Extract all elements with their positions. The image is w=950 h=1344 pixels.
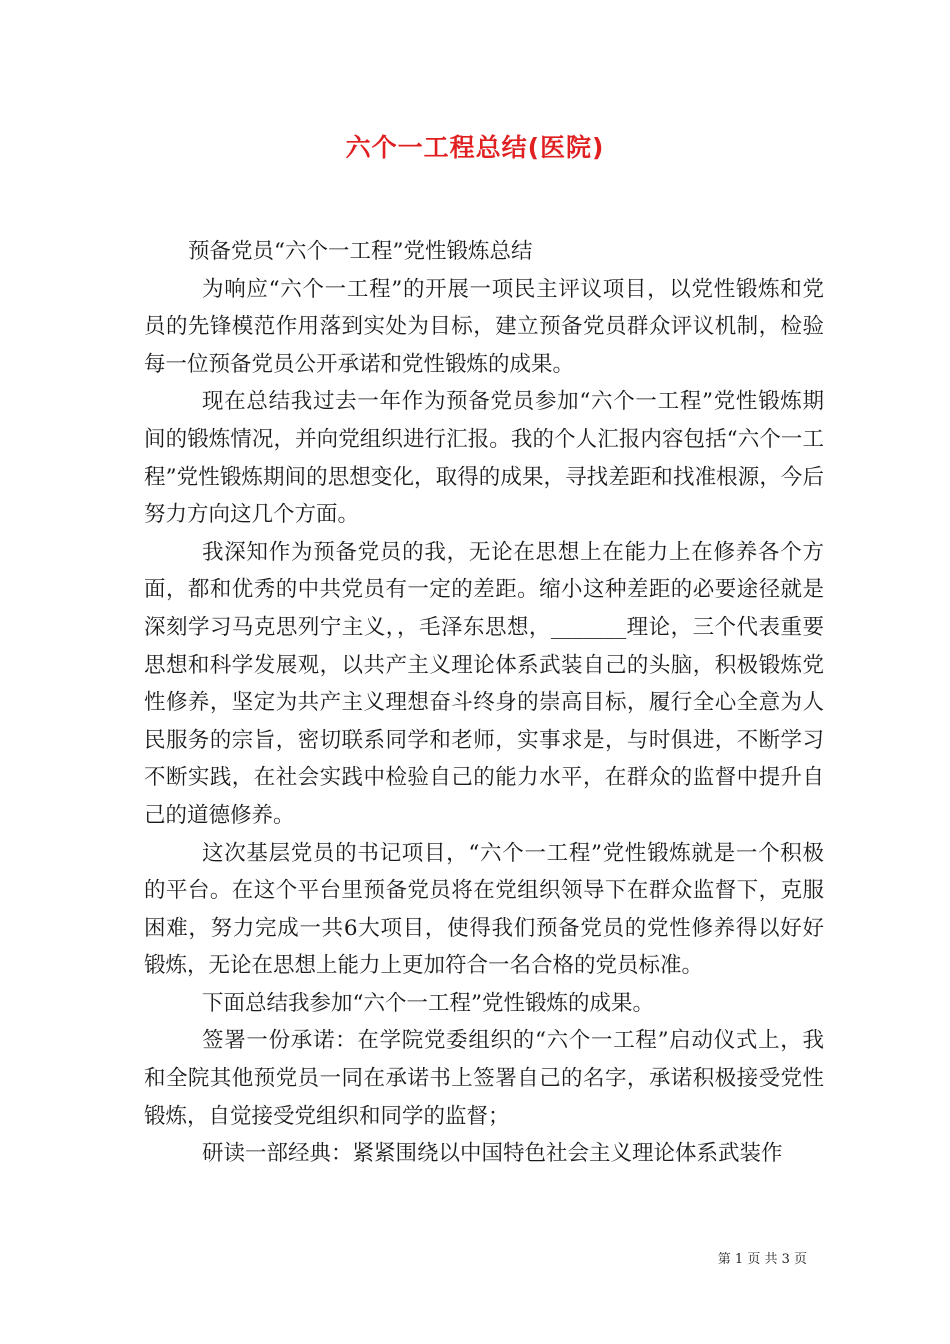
page-number-footer: 第 1 页 共 3 页 xyxy=(717,1252,807,1267)
document-title: 六个一工程总结(医院) xyxy=(345,133,605,162)
document-body xyxy=(144,233,824,1173)
paragraph-6: 签署一份承诺：在学院党委组织的“六个一工程”启动仪式上，我和全院其他预党员一同在承诺书上签署自己的名字，承诺积极接受党性锻炼，自觉接受党组织和同学的监督； xyxy=(144,1028,824,1129)
document-subtitle: 预备党员“六个一工程”党性锻炼总结 xyxy=(188,239,533,264)
paragraph-2: 现在总结我过去一年作为预备党员参加“六个一工程”党性锻炼期间的锻炼情况，并向党组织进行汇报。我的个人汇报内容包括“六个一工程”党性锻炼期间的思想变化，取得的成果，寻找差距和找准根源，今后努力方向这几个方面。 xyxy=(144,389,824,528)
paragraph-4: 这次基层党员的书记项目，“六个一工程”党性锻炼就是一个积极的平台。在这个平台里预备党员将在党组织领导下在群众监督下，克服困难，努力完成一共6大项目，使得我们预备党员的党性修养得以好好锻炼，无论在思想上能力上更加符合一名合格的党员标准。 xyxy=(144,840,824,979)
paragraph-7: 研读一部经典：紧紧围绕以中国特色社会主义理论体系武装作 xyxy=(202,1141,783,1167)
paragraph-1: 为响应“六个一工程”的开展一项民主评议项目，以党性锻炼和党员的先锋模范作用落到实处为目标，建立预备党员群众评议机制，检验每一位预备党员公开承诺和党性锻炼的成果。 xyxy=(144,276,824,377)
paragraph-3: 我深知作为预备党员的我，无论在思想上在能力上在修养各个方面，都和优秀的中共党员有一定的差距。缩小这种差距的必要途径就是深刻学习马克思列宁主义，，毛泽东思想，_______理论，三个代表重要思想和科学发展观，以共产主义理论体系武装自己的头脑，积极锻炼党性修养，坚定为共产主义理想奋斗终身的崇高目标，履行全心全意为人民服务的宗旨，密切联系同学和老师，实事求是，与时俱进，不断学习不断实践，在社会实践中检验自己的能力水平，在群众的监督中提升自己的道德修养。 xyxy=(144,539,824,828)
paragraph-5: 下面总结我参加“六个一工程”党性锻炼的成果。 xyxy=(202,990,654,1016)
